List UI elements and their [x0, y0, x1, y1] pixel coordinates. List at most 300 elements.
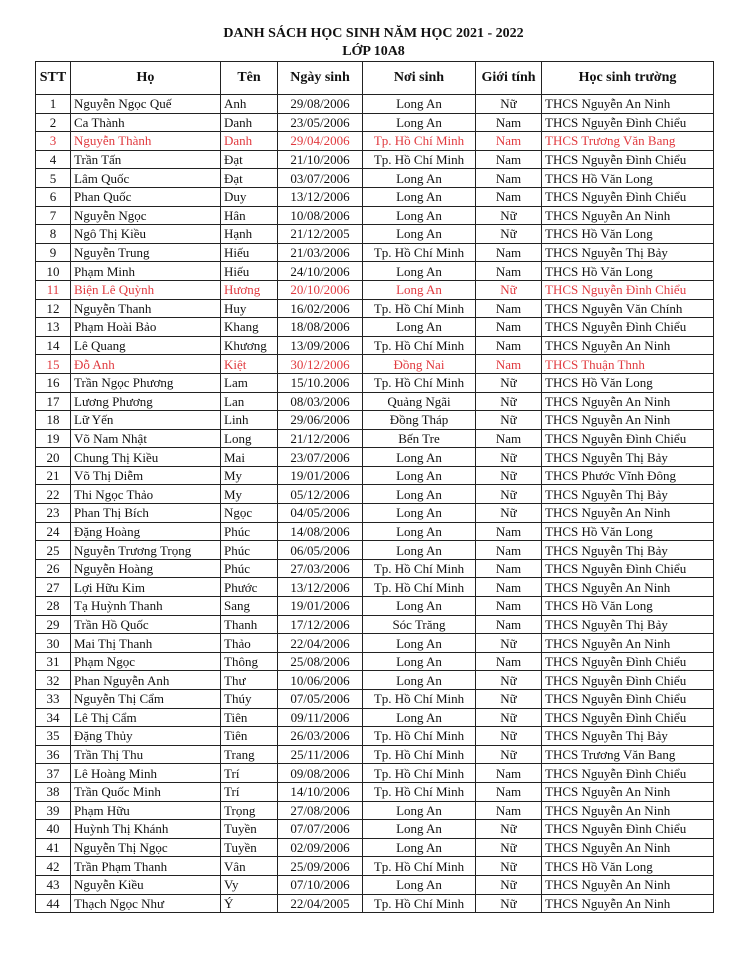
- cell-ten: Danh: [221, 113, 278, 132]
- cell-truong: THCS Hồ Văn Long: [542, 262, 714, 281]
- cell-noi-sinh: Long An: [363, 875, 476, 894]
- cell-ho: Trần Thị Thu: [71, 745, 221, 764]
- cell-noi-sinh: Long An: [363, 801, 476, 820]
- cell-stt: 11: [36, 280, 71, 299]
- cell-truong: THCS Nguyễn An Ninh: [542, 411, 714, 430]
- cell-gioi-tinh: Nam: [476, 578, 542, 597]
- cell-ngay-sinh: 27/03/2006: [278, 559, 363, 578]
- header-ngay-sinh: Ngày sinh: [278, 62, 363, 95]
- cell-noi-sinh: Long An: [363, 504, 476, 523]
- cell-truong: THCS Hồ Văn Long: [542, 169, 714, 188]
- cell-ten: Ý: [221, 894, 278, 913]
- cell-ho: Phạm Hữu: [71, 801, 221, 820]
- table-row: [36, 429, 714, 448]
- cell-ten: Hân: [221, 206, 278, 225]
- cell-stt: 41: [36, 838, 71, 857]
- cell-noi-sinh: Tp. Hồ Chí Minh: [363, 857, 476, 876]
- cell-ngay-sinh: 21/10/2006: [278, 150, 363, 169]
- cell-gioi-tinh: Nữ: [476, 727, 542, 746]
- cell-gioi-tinh: Nam: [476, 801, 542, 820]
- cell-ngay-sinh: 02/09/2006: [278, 838, 363, 857]
- cell-ho: Ngô Thị Kiều: [71, 225, 221, 244]
- cell-noi-sinh: Long An: [363, 634, 476, 653]
- cell-truong: THCS Nguyễn Đình Chiểu: [542, 150, 714, 169]
- cell-noi-sinh: Tp. Hồ Chí Minh: [363, 559, 476, 578]
- cell-truong: THCS Trương Văn Bang: [542, 132, 714, 151]
- cell-stt: 32: [36, 671, 71, 690]
- cell-ho: Đỗ Anh: [71, 355, 221, 374]
- cell-noi-sinh: Long An: [363, 838, 476, 857]
- cell-ten: Phước: [221, 578, 278, 597]
- cell-ten: Vân: [221, 857, 278, 876]
- document-title: DANH SÁCH HỌC SINH NĂM HỌC 2021 - 2022: [223, 26, 524, 41]
- cell-ngay-sinh: 09/11/2006: [278, 708, 363, 727]
- cell-noi-sinh: Long An: [363, 671, 476, 690]
- cell-stt: 38: [36, 782, 71, 801]
- cell-ho: Lê Thị Cẩm: [71, 708, 221, 727]
- cell-stt: 21: [36, 466, 71, 485]
- cell-stt: 15: [36, 355, 71, 374]
- cell-truong: THCS Hồ Văn Long: [542, 597, 714, 616]
- cell-ten: Huy: [221, 299, 278, 318]
- table-row: [36, 485, 714, 504]
- cell-stt: 43: [36, 875, 71, 894]
- table-row: [36, 169, 714, 188]
- cell-noi-sinh: Bến Tre: [363, 429, 476, 448]
- cell-noi-sinh: Long An: [363, 708, 476, 727]
- table-row: [36, 857, 714, 876]
- cell-stt: 8: [36, 225, 71, 244]
- cell-truong: THCS Nguyễn Đình Chiểu: [542, 671, 714, 690]
- cell-gioi-tinh: Nữ: [476, 745, 542, 764]
- cell-gioi-tinh: Nữ: [476, 838, 542, 857]
- cell-ten: Đạt: [221, 150, 278, 169]
- cell-noi-sinh: Tp. Hồ Chí Minh: [363, 336, 476, 355]
- cell-noi-sinh: Quảng Ngãi: [363, 392, 476, 411]
- cell-ho: Nguyễn Thanh: [71, 299, 221, 318]
- cell-truong: THCS Nguyễn Đình Chiểu: [542, 764, 714, 783]
- table-row: [36, 894, 714, 913]
- cell-ho: Thi Ngọc Thảo: [71, 485, 221, 504]
- cell-ten: Tuyền: [221, 820, 278, 839]
- cell-truong: THCS Nguyễn Đình Chiểu: [542, 113, 714, 132]
- cell-truong: THCS Nguyễn Đình Chiểu: [542, 652, 714, 671]
- cell-truong: THCS Nguyễn An Ninh: [542, 504, 714, 523]
- cell-ten: Khang: [221, 318, 278, 337]
- cell-ngay-sinh: 03/07/2006: [278, 169, 363, 188]
- cell-ho: Nguyễn Trương Trọng: [71, 541, 221, 560]
- cell-ho: Lương Phương: [71, 392, 221, 411]
- cell-truong: THCS Nguyễn An Ninh: [542, 95, 714, 114]
- cell-noi-sinh: Tp. Hồ Chí Minh: [363, 764, 476, 783]
- cell-ho: Lâm Quốc: [71, 169, 221, 188]
- cell-gioi-tinh: Nữ: [476, 857, 542, 876]
- cell-ho: Trần Hồ Quốc: [71, 615, 221, 634]
- cell-ngay-sinh: 21/12/2006: [278, 429, 363, 448]
- cell-gioi-tinh: Nam: [476, 243, 542, 262]
- table-row: [36, 708, 714, 727]
- cell-stt: 36: [36, 745, 71, 764]
- cell-gioi-tinh: Nữ: [476, 634, 542, 653]
- cell-gioi-tinh: Nữ: [476, 875, 542, 894]
- cell-ngay-sinh: 07/07/2006: [278, 820, 363, 839]
- cell-ho: Phan Nguyễn Anh: [71, 671, 221, 690]
- cell-ho: Phạm Minh: [71, 262, 221, 281]
- cell-gioi-tinh: Nam: [476, 113, 542, 132]
- cell-ten: Đạt: [221, 169, 278, 188]
- cell-truong: THCS Nguyễn Thị Bảy: [542, 485, 714, 504]
- cell-gioi-tinh: Nữ: [476, 671, 542, 690]
- cell-truong: THCS Nguyễn Đình Chiểu: [542, 690, 714, 709]
- cell-ngay-sinh: 13/09/2006: [278, 336, 363, 355]
- cell-ho: Ca Thành: [71, 113, 221, 132]
- cell-stt: 37: [36, 764, 71, 783]
- cell-noi-sinh: Đồng Nai: [363, 355, 476, 374]
- cell-noi-sinh: Long An: [363, 522, 476, 541]
- table-row: [36, 522, 714, 541]
- cell-stt: 28: [36, 597, 71, 616]
- cell-ho: Trần Phạm Thanh: [71, 857, 221, 876]
- cell-ho: Lê Hoàng Minh: [71, 764, 221, 783]
- cell-gioi-tinh: Nam: [476, 782, 542, 801]
- cell-ho: Phạm Ngọc: [71, 652, 221, 671]
- cell-stt: 13: [36, 318, 71, 337]
- cell-stt: 18: [36, 411, 71, 430]
- cell-truong: THCS Nguyễn Đình Chiểu: [542, 820, 714, 839]
- cell-ho: Đặng Thủy: [71, 727, 221, 746]
- cell-ngay-sinh: 27/08/2006: [278, 801, 363, 820]
- table-row: [36, 690, 714, 709]
- table-row: [36, 615, 714, 634]
- header-stt: STT: [36, 62, 71, 95]
- cell-ho: Tạ Huỳnh Thanh: [71, 597, 221, 616]
- cell-noi-sinh: Long An: [363, 820, 476, 839]
- cell-truong: THCS Nguyễn An Ninh: [542, 578, 714, 597]
- cell-noi-sinh: Tp. Hồ Chí Minh: [363, 373, 476, 392]
- cell-stt: 23: [36, 504, 71, 523]
- cell-ho: Nguyễn Thành: [71, 132, 221, 151]
- table-row: [36, 243, 714, 262]
- cell-truong: THCS Nguyễn An Ninh: [542, 782, 714, 801]
- cell-stt: 1: [36, 95, 71, 114]
- table-row: [36, 559, 714, 578]
- table-row: [36, 262, 714, 281]
- cell-stt: 14: [36, 336, 71, 355]
- table-header-row: [36, 62, 714, 95]
- cell-ho: Đặng Hoàng: [71, 522, 221, 541]
- table-row: [36, 541, 714, 560]
- cell-stt: 10: [36, 262, 71, 281]
- cell-ten: Hương: [221, 280, 278, 299]
- cell-ngay-sinh: 10/06/2006: [278, 671, 363, 690]
- header-ho: Họ: [71, 62, 221, 95]
- cell-stt: 4: [36, 150, 71, 169]
- cell-stt: 27: [36, 578, 71, 597]
- cell-ngay-sinh: 07/05/2006: [278, 690, 363, 709]
- table-row: [36, 782, 714, 801]
- cell-noi-sinh: Long An: [363, 225, 476, 244]
- cell-ngay-sinh: 19/01/2006: [278, 597, 363, 616]
- table-row: [36, 838, 714, 857]
- header-ten: Tên: [221, 62, 278, 95]
- table-row: [36, 95, 714, 114]
- cell-gioi-tinh: Nữ: [476, 466, 542, 485]
- cell-ho: Chung Thị Kiều: [71, 448, 221, 467]
- cell-gioi-tinh: Nam: [476, 541, 542, 560]
- cell-gioi-tinh: Nữ: [476, 485, 542, 504]
- cell-ten: Tuyền: [221, 838, 278, 857]
- cell-ngay-sinh: 14/08/2006: [278, 522, 363, 541]
- cell-truong: THCS Nguyễn An Ninh: [542, 336, 714, 355]
- cell-ngay-sinh: 09/08/2006: [278, 764, 363, 783]
- cell-truong: THCS Hồ Văn Long: [542, 225, 714, 244]
- cell-stt: 22: [36, 485, 71, 504]
- cell-ho: Trần Tấn: [71, 150, 221, 169]
- cell-ngay-sinh: 26/03/2006: [278, 727, 363, 746]
- header-truong: Học sinh trường: [542, 62, 714, 95]
- cell-ten: Phúc: [221, 541, 278, 560]
- cell-stt: 30: [36, 634, 71, 653]
- cell-gioi-tinh: Nam: [476, 150, 542, 169]
- table-row: [36, 299, 714, 318]
- cell-ten: Hạnh: [221, 225, 278, 244]
- cell-ngay-sinh: 19/01/2006: [278, 466, 363, 485]
- cell-stt: 20: [36, 448, 71, 467]
- cell-gioi-tinh: Nam: [476, 132, 542, 151]
- cell-ten: Trí: [221, 764, 278, 783]
- header-gioi-tinh: Giới tính: [476, 62, 542, 95]
- cell-truong: THCS Nguyễn Thị Bảy: [542, 541, 714, 560]
- cell-truong: THCS Thuận Thnh: [542, 355, 714, 374]
- cell-stt: 25: [36, 541, 71, 560]
- cell-ngay-sinh: 20/10/2006: [278, 280, 363, 299]
- table-row: [36, 466, 714, 485]
- cell-gioi-tinh: Nam: [476, 299, 542, 318]
- table-row: [36, 225, 714, 244]
- cell-noi-sinh: Tp. Hồ Chí Minh: [363, 150, 476, 169]
- table-row: [36, 578, 714, 597]
- cell-ho: Nguyễn Ngọc Quế: [71, 95, 221, 114]
- cell-gioi-tinh: Nam: [476, 652, 542, 671]
- cell-stt: 34: [36, 708, 71, 727]
- cell-truong: THCS Nguyễn An Ninh: [542, 206, 714, 225]
- cell-ten: Kiệt: [221, 355, 278, 374]
- cell-ten: Thông: [221, 652, 278, 671]
- cell-gioi-tinh: Nữ: [476, 373, 542, 392]
- cell-truong: THCS Nguyễn Đình Chiểu: [542, 429, 714, 448]
- cell-noi-sinh: Tp. Hồ Chí Minh: [363, 782, 476, 801]
- cell-stt: 44: [36, 894, 71, 913]
- cell-stt: 35: [36, 727, 71, 746]
- cell-stt: 40: [36, 820, 71, 839]
- cell-stt: 17: [36, 392, 71, 411]
- cell-stt: 3: [36, 132, 71, 151]
- cell-truong: THCS Nguyễn Đình Chiểu: [542, 187, 714, 206]
- cell-ho: Trần Quốc Minh: [71, 782, 221, 801]
- table-row: [36, 187, 714, 206]
- cell-ngay-sinh: 22/04/2006: [278, 634, 363, 653]
- cell-noi-sinh: Tp. Hồ Chí Minh: [363, 578, 476, 597]
- table-body: [36, 95, 714, 913]
- cell-truong: THCS Nguyễn Thị Bảy: [542, 615, 714, 634]
- cell-truong: THCS Hồ Văn Long: [542, 373, 714, 392]
- cell-ho: Mai Thị Thanh: [71, 634, 221, 653]
- cell-gioi-tinh: Nữ: [476, 206, 542, 225]
- cell-noi-sinh: Long An: [363, 485, 476, 504]
- cell-gioi-tinh: Nam: [476, 429, 542, 448]
- cell-stt: 16: [36, 373, 71, 392]
- cell-gioi-tinh: Nam: [476, 764, 542, 783]
- cell-noi-sinh: Sóc Trăng: [363, 615, 476, 634]
- cell-gioi-tinh: Nam: [476, 169, 542, 188]
- cell-truong: THCS Nguyễn Đình Chiểu: [542, 708, 714, 727]
- table-row: [36, 411, 714, 430]
- cell-ngay-sinh: 21/03/2006: [278, 243, 363, 262]
- cell-truong: THCS Nguyễn An Ninh: [542, 875, 714, 894]
- cell-ten: Danh: [221, 132, 278, 151]
- cell-truong: THCS Nguyễn Thị Bảy: [542, 448, 714, 467]
- cell-stt: 31: [36, 652, 71, 671]
- cell-noi-sinh: Tp. Hồ Chí Minh: [363, 727, 476, 746]
- cell-ten: Anh: [221, 95, 278, 114]
- cell-ngay-sinh: 07/10/2006: [278, 875, 363, 894]
- cell-ten: My: [221, 466, 278, 485]
- cell-stt: 29: [36, 615, 71, 634]
- cell-truong: THCS Nguyễn An Ninh: [542, 838, 714, 857]
- cell-stt: 5: [36, 169, 71, 188]
- cell-gioi-tinh: Nữ: [476, 95, 542, 114]
- cell-ngay-sinh: 23/05/2006: [278, 113, 363, 132]
- cell-ten: Mai: [221, 448, 278, 467]
- cell-noi-sinh: Long An: [363, 262, 476, 281]
- cell-ten: Tiên: [221, 727, 278, 746]
- cell-ngay-sinh: 10/08/2006: [278, 206, 363, 225]
- cell-gioi-tinh: Nam: [476, 355, 542, 374]
- cell-truong: THCS Phước Vĩnh Đông: [542, 466, 714, 485]
- cell-noi-sinh: Long An: [363, 187, 476, 206]
- cell-ngay-sinh: 06/05/2006: [278, 541, 363, 560]
- cell-stt: 39: [36, 801, 71, 820]
- cell-truong: THCS Nguyễn Văn Chính: [542, 299, 714, 318]
- cell-ten: Linh: [221, 411, 278, 430]
- cell-ngay-sinh: 04/05/2006: [278, 504, 363, 523]
- cell-noi-sinh: Tp. Hồ Chí Minh: [363, 745, 476, 764]
- cell-ten: Vy: [221, 875, 278, 894]
- cell-ho: Trần Ngọc Phương: [71, 373, 221, 392]
- table-row: [36, 652, 714, 671]
- cell-gioi-tinh: Nữ: [476, 225, 542, 244]
- cell-ngay-sinh: 24/10/2006: [278, 262, 363, 281]
- cell-ngay-sinh: 25/09/2006: [278, 857, 363, 876]
- cell-ten: My: [221, 485, 278, 504]
- cell-truong: THCS Nguyễn An Ninh: [542, 801, 714, 820]
- cell-stt: 24: [36, 522, 71, 541]
- cell-truong: THCS Nguyễn Thị Bảy: [542, 727, 714, 746]
- cell-ten: Phúc: [221, 559, 278, 578]
- cell-stt: 12: [36, 299, 71, 318]
- cell-ten: Sang: [221, 597, 278, 616]
- cell-noi-sinh: Long An: [363, 597, 476, 616]
- table-row: [36, 875, 714, 894]
- cell-truong: THCS Trương Văn Bang: [542, 745, 714, 764]
- cell-ten: Thanh: [221, 615, 278, 634]
- cell-ho: Võ Thị Diễm: [71, 466, 221, 485]
- cell-ten: Hiếu: [221, 243, 278, 262]
- table-row: [36, 820, 714, 839]
- cell-truong: THCS Nguyễn An Ninh: [542, 634, 714, 653]
- table-row: [36, 336, 714, 355]
- cell-gioi-tinh: Nam: [476, 336, 542, 355]
- table-row: [36, 132, 714, 151]
- table-row: [36, 727, 714, 746]
- cell-ngay-sinh: 25/11/2006: [278, 745, 363, 764]
- cell-ten: Trang: [221, 745, 278, 764]
- cell-ngay-sinh: 22/04/2005: [278, 894, 363, 913]
- cell-noi-sinh: Tp. Hồ Chí Minh: [363, 894, 476, 913]
- cell-truong: THCS Nguyễn An Ninh: [542, 392, 714, 411]
- cell-gioi-tinh: Nam: [476, 559, 542, 578]
- table-row: [36, 671, 714, 690]
- cell-stt: 42: [36, 857, 71, 876]
- cell-ten: Hiếu: [221, 262, 278, 281]
- cell-stt: 33: [36, 690, 71, 709]
- cell-noi-sinh: Tp. Hồ Chí Minh: [363, 132, 476, 151]
- cell-ten: Duy: [221, 187, 278, 206]
- cell-ngay-sinh: 14/10/2006: [278, 782, 363, 801]
- cell-truong: THCS Nguyễn Thị Bảy: [542, 243, 714, 262]
- cell-ho: Nguyễn Hoàng: [71, 559, 221, 578]
- cell-ngay-sinh: 13/12/2006: [278, 187, 363, 206]
- table-row: [36, 373, 714, 392]
- cell-truong: THCS Nguyễn Đình Chiểu: [542, 559, 714, 578]
- cell-ngay-sinh: 29/08/2006: [278, 95, 363, 114]
- cell-ngay-sinh: 30/12/2006: [278, 355, 363, 374]
- cell-gioi-tinh: Nữ: [476, 280, 542, 299]
- cell-stt: 7: [36, 206, 71, 225]
- cell-noi-sinh: Long An: [363, 541, 476, 560]
- table-row: [36, 206, 714, 225]
- table-row: [36, 150, 714, 169]
- cell-ho: Lê Quang: [71, 336, 221, 355]
- table-row: [36, 597, 714, 616]
- cell-ten: Thúy: [221, 690, 278, 709]
- cell-gioi-tinh: Nữ: [476, 392, 542, 411]
- cell-gioi-tinh: Nam: [476, 318, 542, 337]
- cell-ten: Long: [221, 429, 278, 448]
- table-row: [36, 801, 714, 820]
- cell-stt: 26: [36, 559, 71, 578]
- cell-ho: Phan Thị Bích: [71, 504, 221, 523]
- cell-noi-sinh: Tp. Hồ Chí Minh: [363, 299, 476, 318]
- cell-ten: Trí: [221, 782, 278, 801]
- cell-noi-sinh: Long An: [363, 448, 476, 467]
- cell-ngay-sinh: 23/07/2006: [278, 448, 363, 467]
- header-noi-sinh: Nơi sinh: [363, 62, 476, 95]
- cell-ho: Huỳnh Thị Khánh: [71, 820, 221, 839]
- cell-noi-sinh: Long An: [363, 206, 476, 225]
- cell-gioi-tinh: Nam: [476, 187, 542, 206]
- cell-ho: Lữ Yến: [71, 411, 221, 430]
- table-row: [36, 764, 714, 783]
- cell-ngay-sinh: 08/03/2006: [278, 392, 363, 411]
- cell-ten: Thảo: [221, 634, 278, 653]
- cell-ho: Nguyễn Trung: [71, 243, 221, 262]
- cell-ngay-sinh: 05/12/2006: [278, 485, 363, 504]
- cell-truong: THCS Nguyễn An Ninh: [542, 894, 714, 913]
- cell-gioi-tinh: Nữ: [476, 411, 542, 430]
- table-row: [36, 318, 714, 337]
- cell-gioi-tinh: Nam: [476, 597, 542, 616]
